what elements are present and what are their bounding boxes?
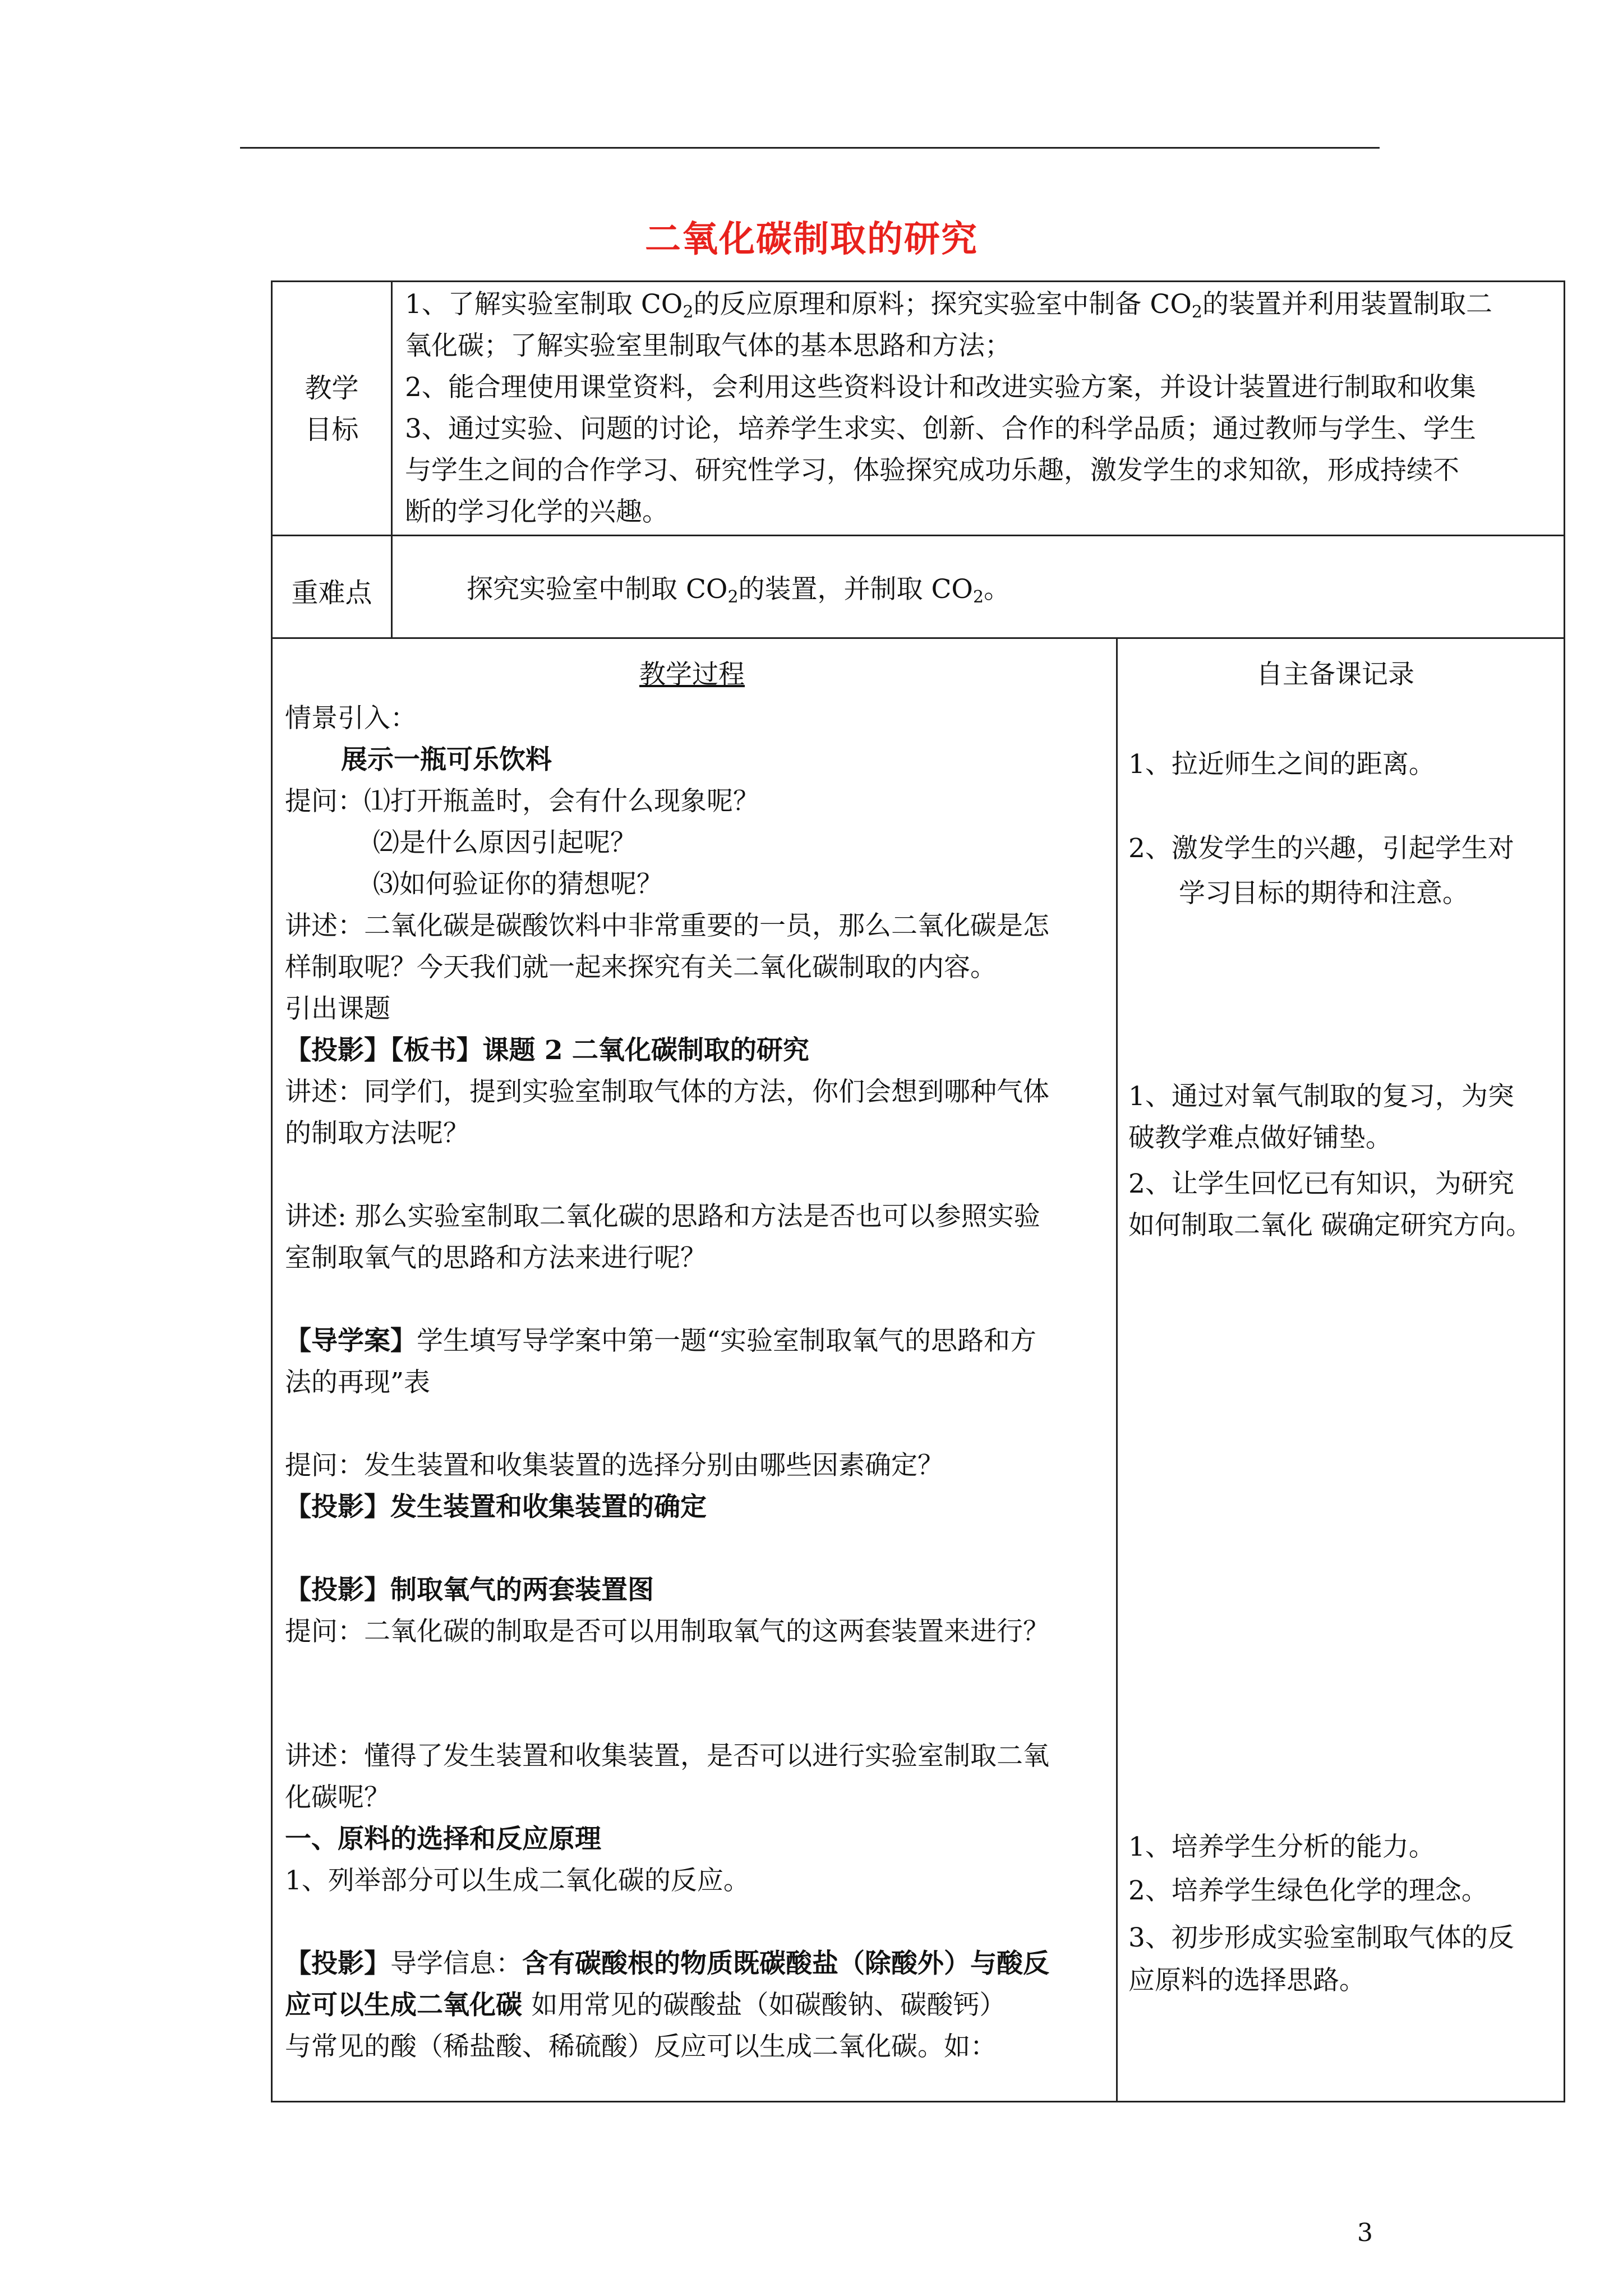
process-line: 提问：二氧化碳的制取是否可以用制取氧气的这两套装置来进行？ xyxy=(285,1616,1049,1647)
note-line: 应原料的选择思路。 xyxy=(1128,1965,1366,1996)
process-line: 提问：发生装置和收集装置的选择分别由哪些因素确定？ xyxy=(285,1450,944,1481)
objective-line-2: 氧化碳；了解实验室里制取气体的基本思路和方法； xyxy=(405,330,1011,361)
note-line: 学习目标的期待和注意。 xyxy=(1179,878,1469,909)
note-line: 1、通过对氧气制取的复习，为突 xyxy=(1128,1081,1514,1112)
table-column-divider xyxy=(1116,637,1118,2102)
header-rule xyxy=(240,147,1380,149)
process-line: 讲述：二氧化碳是碳酸饮料中非常重要的一员，那么二氧化碳是怎 xyxy=(285,910,1049,941)
process-line: 【投影】导学信息：含有碳酸根的物质既碳酸盐（除酸外）与酸反 xyxy=(285,1948,1049,1979)
process-line: 讲述：懂得了发生装置和收集装置，是否可以进行实验室制取二氧 xyxy=(285,1741,1049,1772)
process-line: 1、列举部分可以生成二氧化碳的反应。 xyxy=(285,1865,750,1896)
note-line: 1、培养学生分析的能力。 xyxy=(1128,1832,1435,1862)
objectives-label xyxy=(273,367,391,450)
subscript-2: 2 xyxy=(972,587,984,607)
key-points-label: 重难点 xyxy=(291,577,372,609)
note-line: 2、激发学生的兴趣，引起学生对 xyxy=(1128,833,1514,864)
objectives-label-line-2: 目标 xyxy=(305,414,359,445)
table-row-divider-2 xyxy=(271,637,1565,639)
page-title: 二氧化碳制取的研究 xyxy=(645,218,978,260)
process-line: 室制取氧气的思路和方法来进行呢？ xyxy=(285,1243,707,1273)
objective-line-5: 与学生之间的合作学习、研究性学习，体验探究成功乐趣，激发学生的求知欲，形成持续不 xyxy=(405,455,1459,486)
process-line: 的制取方法呢？ xyxy=(285,1118,469,1149)
process-line: 化碳呢？ xyxy=(285,1782,390,1813)
note-line: 破教学难点做好铺垫。 xyxy=(1128,1122,1392,1153)
process-line: 讲述：同学们，提到实验室制取气体的方法，你们会想到哪种气体 xyxy=(285,1076,1049,1107)
table-row-divider-1 xyxy=(271,535,1565,536)
process-line: 法的再现”表 xyxy=(285,1367,431,1398)
process-line: 【投影】发生装置和收集装置的确定 xyxy=(285,1492,707,1522)
process-line: 【投影】【板书】课题 2 二氧化碳制取的研究 xyxy=(285,1035,809,1066)
subscript-2: 2 xyxy=(1191,302,1202,322)
note-line: 1、拉近师生之间的距离。 xyxy=(1128,749,1435,780)
note-line: 如何制取二氧化 碳确定研究方向。 xyxy=(1128,1210,1532,1241)
objective-line-6: 断的学习化学的兴趣。 xyxy=(405,496,668,527)
process-line: 样制取呢？今天我们就一起来探究有关二氧化碳制取的内容。 xyxy=(285,952,997,983)
process-line: 与常见的酸（稀盐酸、稀硫酸）反应可以生成二氧化碳。如： xyxy=(285,2031,997,2062)
process-line: 展示一瓶可乐饮料 xyxy=(341,744,552,775)
process-line: ⑶如何验证你的猜想呢？ xyxy=(373,869,663,900)
process-line: 情景引入： xyxy=(285,703,417,734)
note-line: 2、让学生回忆已有知识，为研究 xyxy=(1128,1168,1514,1199)
process-line: 【投影】制取氧气的两套装置图 xyxy=(285,1575,654,1605)
subscript-2: 2 xyxy=(683,302,694,322)
process-line: 应可以生成二氧化碳 如用常见的碳酸盐（如碳酸钠、碳酸钙） xyxy=(285,1990,1006,2021)
key-points-text: 探究实验室中制取 $CO_2$的装置，并制取 $CO_2$。 xyxy=(467,574,1011,607)
process-line: 讲述: 那么实验室制取二氧化碳的思路和方法是否也可以参照实验 xyxy=(285,1201,1040,1232)
page-number: 3 xyxy=(1357,2219,1373,2247)
objective-line-3: 2、能合理使用课堂资料，会利用这些资料设计和改进实验方案，并设计装置进行制取和收集 xyxy=(405,372,1476,403)
note-line: 3、初步形成实验室制取气体的反 xyxy=(1128,1922,1514,1953)
process-line: 提问：⑴打开瓶盖时，会有什么现象呢？ xyxy=(285,786,759,817)
process-line: 一、原料的选择和反应原理 xyxy=(285,1824,601,1855)
objective-line-1: 1、了解实验室制取 $CO_2$的反应原理和原料；探究实验室中制备 $CO_2$的装置并利用装置制取二 xyxy=(405,289,1492,322)
process-line: ⑵是什么原因引起呢？ xyxy=(373,827,637,858)
process-line: 【导学案】学生填写导学案中第一题“实验室制取氧气的思路和方 xyxy=(285,1326,1037,1356)
process-line: 引出课题 xyxy=(285,993,390,1024)
note-line: 2、培养学生绿色化学的理念。 xyxy=(1128,1875,1488,1906)
table-label-divider xyxy=(391,280,393,638)
process-header: 教学过程 xyxy=(639,659,745,690)
objectives-label-line-1: 教学 xyxy=(305,372,359,404)
subscript-2: 2 xyxy=(727,587,739,607)
notes-header: 自主备课记录 xyxy=(1256,659,1414,690)
objective-line-4: 3、通过实验、问题的讨论，培养学生求实、创新、合作的科学品质；通过教师与学生、学生 xyxy=(405,413,1476,444)
